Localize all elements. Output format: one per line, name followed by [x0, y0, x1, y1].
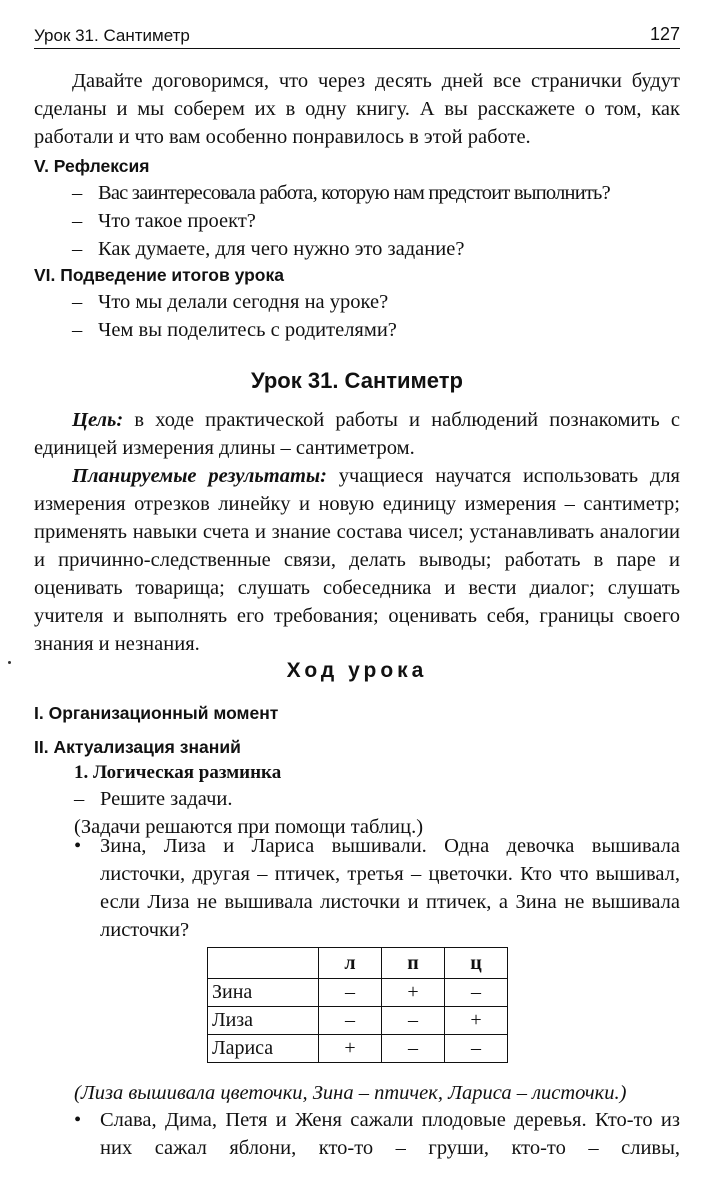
section-v-list: [72, 179, 680, 263]
table-header-cell: л: [319, 948, 382, 979]
answer-text: (Лиза вышивала цветочки, Зина – птичек, Лариса – листочки.): [74, 1082, 627, 1104]
table-cell: Лариса: [208, 1035, 319, 1063]
section-vi-list: [72, 288, 680, 344]
section-ii-heading: II. Актуализация знаний: [34, 737, 241, 757]
goal-text: в ходе практической работы и наблюдений познакомить с единицей измерения длины – сантиметром.: [34, 409, 680, 459]
table-cell: –: [445, 1035, 508, 1063]
subsection-heading: 1. Логическая разминка: [74, 762, 282, 783]
list-item: – Что такое проект?: [72, 210, 256, 232]
intro-paragraph: [34, 67, 680, 151]
intro-text: Давайте договоримся, что через десять дней все странички будут сделаны и мы соберем их в одну книгу. А вы расскажете о том, как работали и что вам особенно понравилось в этой работе.: [34, 70, 680, 148]
course-title: Ход урока: [286, 659, 428, 682]
list-item: – Чем вы поделитесь с родителями?: [72, 319, 397, 341]
table-row: [208, 1007, 508, 1035]
list-item: – Что мы делали сегодня на уроке?: [72, 291, 389, 313]
lesson-title: Урок 31. Сантиметр: [251, 368, 463, 393]
goal-label: Цель:: [72, 409, 124, 431]
list-item: – Как думаете, для чего нужно это задание?: [72, 238, 465, 260]
task-1-text: Зина, Лиза и Лариса вышивали. Одна девочка вышивала листочки, другая – птичек, третья – цветочки. Кто что вышивал, если Лиза не вышивала листочки и птичек, а Зина не вышивала листочки?: [100, 835, 680, 941]
table-row: [208, 979, 508, 1007]
results-text: учащиеся научатся использовать для измерения отрезков линейку и новую единицу измерения – сантиметр; применять навыки счета и знание состава чисел; устанавливать аналогии и причинно-следственные связи, делать выводы; работать в паре и оценивать товарища; слушать собеседника и вести диалог; слушать учителя и выполнять его требования; оценивать себя, границы своего знания и незнания.: [34, 465, 680, 655]
table-header-cell: ц: [445, 948, 508, 979]
table-cell: –: [382, 1035, 445, 1063]
table-header-cell: п: [382, 948, 445, 979]
table-cell: +: [319, 1035, 382, 1063]
task-2-text: Слава, Дима, Петя и Женя сажали плодовые деревья. Кто-то из них сажал яблони, кто-то – груши, кто-то – сливы,: [100, 1109, 680, 1159]
solution-table: [207, 947, 508, 1063]
table-cell: Зина: [208, 979, 319, 1007]
goal-paragraph: [34, 406, 680, 462]
running-head-title: Урок 31. Сантиметр: [34, 26, 190, 45]
table-cell: –: [319, 979, 382, 1007]
instruction-note: (Задачи решаются при помощи таблиц.): [74, 816, 424, 838]
section-vi-heading: VI. Подведение итогов урока: [34, 265, 284, 285]
bullet-icon: •: [74, 835, 82, 857]
page-number: 127: [649, 24, 680, 44]
section-i-heading: I. Организационный момент: [34, 703, 279, 723]
section-v-heading: V. Рефлексия: [34, 156, 150, 176]
results-label: Планируемые результаты:: [72, 465, 327, 487]
table-row: [208, 1035, 508, 1063]
instruction-dash: –: [74, 788, 85, 810]
instruction-text: Решите задачи.: [100, 788, 233, 810]
table-cell: Лиза: [208, 1007, 319, 1035]
task-1: [74, 832, 680, 944]
table-cell: +: [382, 979, 445, 1007]
task-2: [74, 1106, 680, 1162]
table-cell: +: [445, 1007, 508, 1035]
results-paragraph: [34, 462, 680, 658]
list-item: – Вас заинтересовала работа, которую нам предстоит выполнить?: [72, 182, 610, 204]
running-head: [34, 24, 680, 49]
table-cell: –: [445, 979, 508, 1007]
table-cell: –: [319, 1007, 382, 1035]
table-header-row: [208, 948, 508, 979]
table-cell: –: [382, 1007, 445, 1035]
bullet-icon: •: [74, 1109, 82, 1131]
instruction-line: [74, 785, 680, 813]
